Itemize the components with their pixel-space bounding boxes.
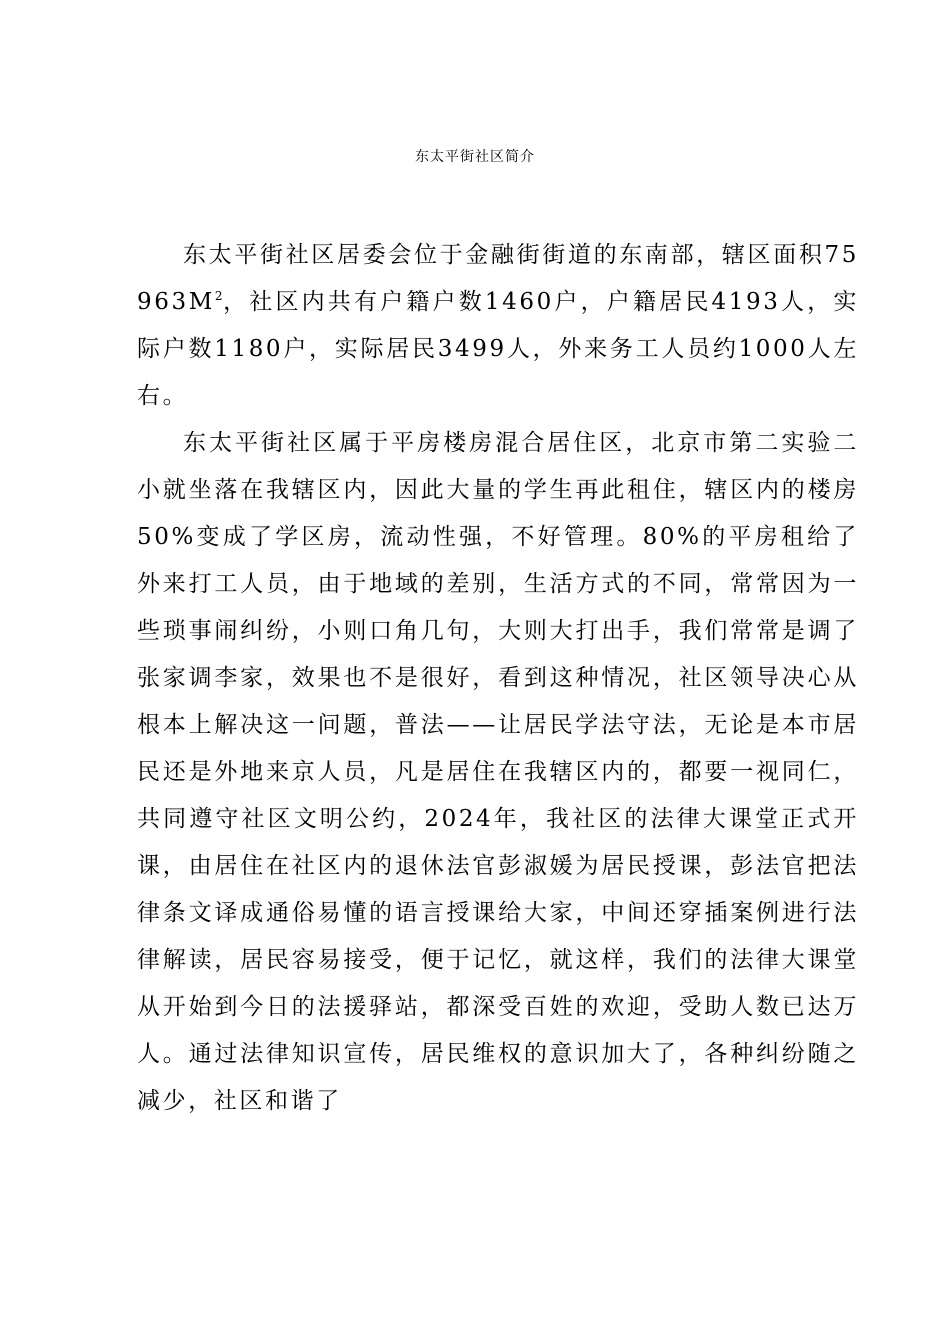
area-unit-superscript: 2 xyxy=(214,289,223,303)
document-title: 东太平街社区简介 xyxy=(415,149,535,165)
paragraph-legal-education: 东太平街社区属于平房楼房混合居住区，北京市第二实验二小就坐落在我辖区内，因此大量的学生再此租住，辖区内的楼房50%变成了学区房，流动性强，不好管理。80%的平房租给了外来打工人员，由于地域的差别，生活方式的不同，常常因为一些琐事闹纠纷，小则口角几句，大则大打出手，我们常常是调了张家调李家，效果也不是很好，看到这种情况，社区领导决心从根本上解决这一问题，普法——让居民学法守法，无论是本市居民还是外地来京人员，凡是居住在我辖区内的，都要一视同仁，共同遵守社区文明公约，2024年，我社区的法律大课堂正式开课，由居住在社区内的退休法官彭淑媛为居民授课，彭法官把法律条文译成通俗易懂的语言授课给大家，中间还穿插案例进行法律解读，居民容易接受，便于记忆，就这样，我们的法律大课堂从开始到今日的法援驿站，都深受百姓的欢迎，受助人数已达万人。通过法律知识宣传，居民维权的意识加大了，各种纠纷随之减少，社区和谐了 xyxy=(137,430,859,1114)
paragraph-1-text-a: 东太平街社区居委会位于金融街街道的东南部，辖区面积75963M xyxy=(137,242,859,315)
paragraph-community-overview xyxy=(137,232,859,420)
paragraph-1-text-b: ，社区内共有户籍户数1460户，户籍居民4193人，实际户数1180户，实际居民3499人，外来务工人员约1000人左右。 xyxy=(137,289,859,409)
document-body xyxy=(137,232,859,1125)
